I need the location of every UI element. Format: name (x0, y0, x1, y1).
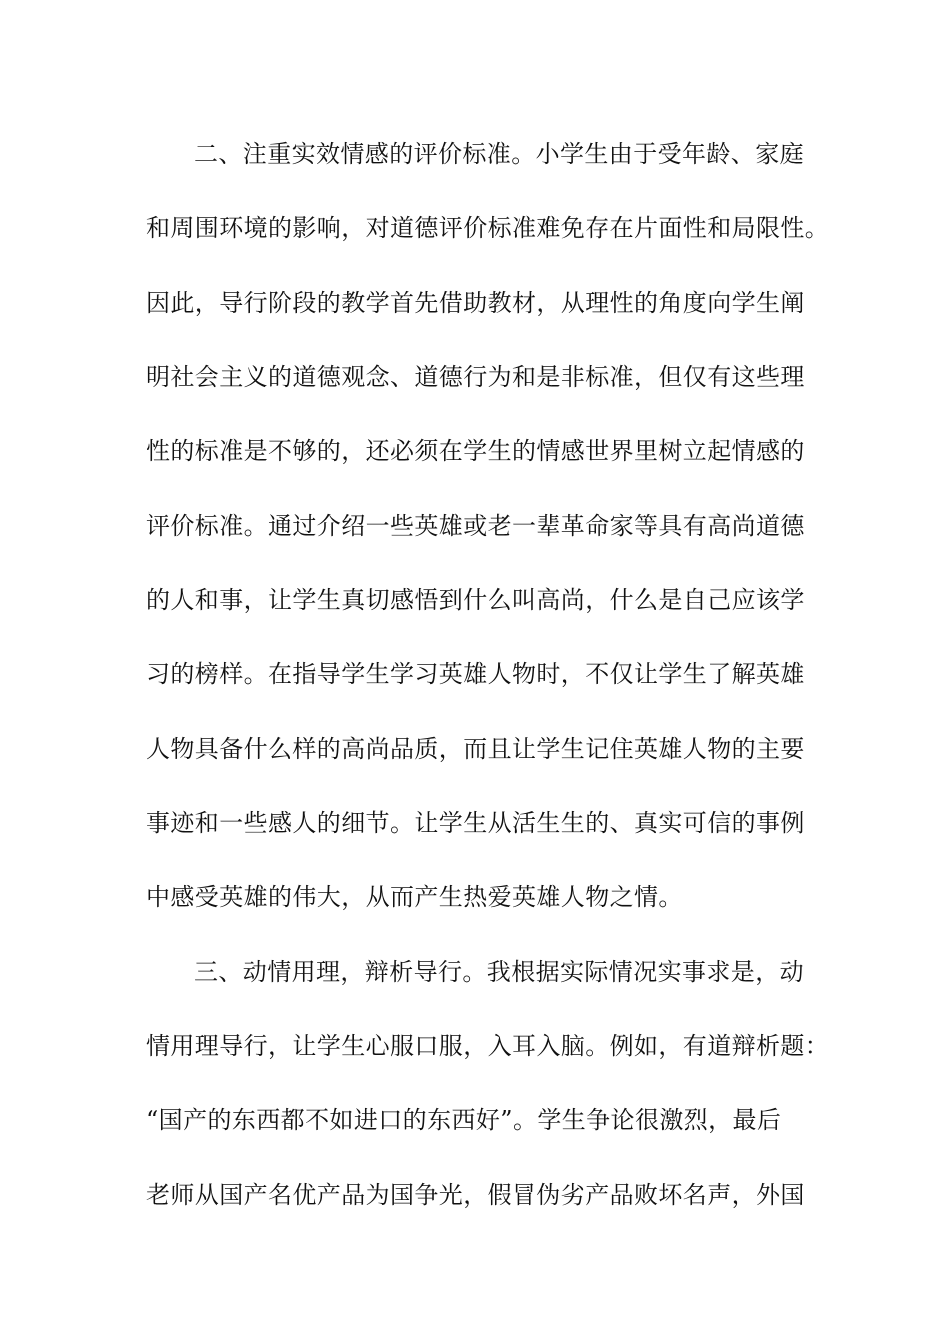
paragraph-2-line-8: 习的榜样。在指导学生学习英雄人物时，不仅让学生了解英雄 (146, 660, 805, 688)
paragraph-2-line-11: 中感受英雄的伟大，从而产生热爱英雄人物之情。 (146, 883, 683, 911)
paragraph-3-line-3: “国产的东西都不如进口的东西好”。学生争论很激烈，最后 (146, 1106, 782, 1134)
paragraph-2-line-1: 二、注重实效情感的评价标准。小学生由于受年龄、家庭 (194, 140, 804, 168)
paragraph-2-line-6: 评价标准。通过介绍一些英雄或老一辈革命家等具有高尚道德 (146, 512, 805, 540)
paragraph-3-line-1: 三、动情用理，辩析导行。我根据实际情况实事求是，动 (194, 958, 804, 986)
paragraph-2-line-2: 和周围环境的影响，对道德评价标准难免存在片面性和局限性。 (146, 214, 830, 242)
paragraph-2-line-3: 因此，导行阶段的教学首先借助教材，从理性的角度向学生阐 (146, 289, 805, 317)
paragraph-2-line-5: 性的标准是不够的，还必须在学生的情感世界里树立起情感的 (146, 437, 805, 465)
paragraph-3-line-2: 情用理导行，让学生心服口服，入耳入脑。例如，有道辩析题： (146, 1032, 830, 1060)
paragraph-2-line-4: 明社会主义的道德观念、道德行为和是非标准，但仅有这些理 (146, 363, 805, 391)
paragraph-3-line-4: 老师从国产名优产品为国争光，假冒伪劣产品败坏名声，外国 (146, 1181, 805, 1209)
paragraph-2-line-10: 事迹和一些感人的细节。让学生从活生生的、真实可信的事例 (146, 809, 805, 837)
paragraph-2-line-9: 人物具备什么样的高尚品质，而且让学生记住英雄人物的主要 (146, 735, 805, 763)
paragraph-2-line-7: 的人和事，让学生真切感悟到什么叫高尚，什么是自己应该学 (146, 586, 805, 614)
